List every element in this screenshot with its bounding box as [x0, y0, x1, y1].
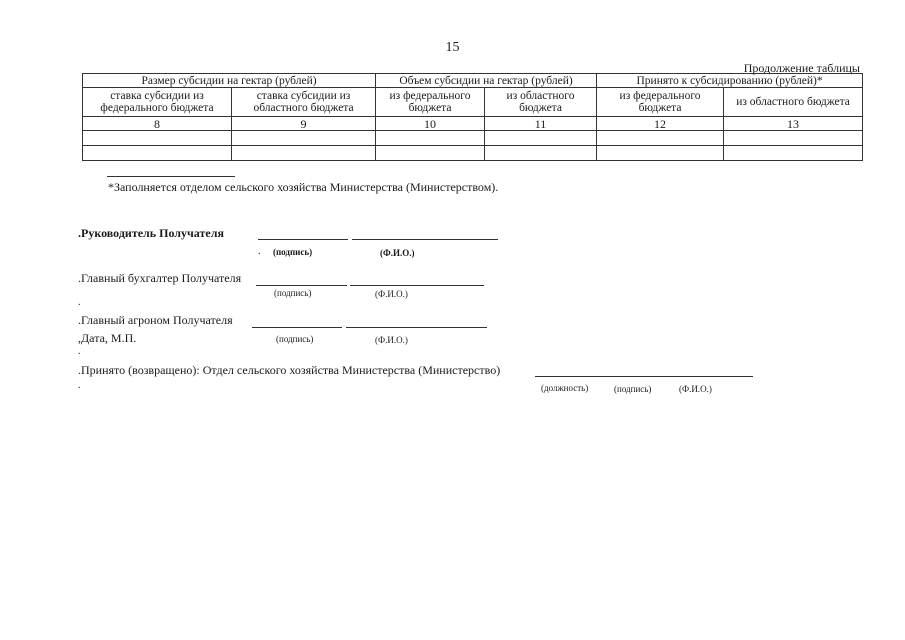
table-cell	[83, 131, 232, 146]
accountant-name-caption: (Ф.И.О.)	[375, 289, 408, 299]
table-cell	[232, 146, 376, 161]
head-name-line	[352, 239, 498, 240]
table-cell	[232, 131, 376, 146]
subheader-cell: ставка субсидии из федерального бюджета	[83, 88, 232, 117]
mark-dot: .	[78, 346, 81, 357]
head-label: .Руководитель Получателя	[78, 226, 224, 240]
subsidy-table	[82, 73, 863, 161]
agronomist-name-caption: (Ф.И.О.)	[375, 335, 408, 345]
group-header-rate: Размер субсидии на гектар (рублей)	[83, 74, 376, 88]
column-number: 11	[485, 117, 597, 131]
subheader-cell: ставка субсидии из областного бюджета	[232, 88, 376, 117]
column-number: 9	[232, 117, 376, 131]
table-cell	[376, 131, 485, 146]
table-cell	[376, 146, 485, 161]
accepted-signature-line	[607, 376, 667, 377]
agronomist-signature-caption: (подпись)	[276, 334, 314, 344]
accountant-label: .Главный бухгалтер Получателя	[78, 271, 242, 285]
footnote: *Заполняется отделом сельского хозяйства Министерства (Министерством).	[108, 180, 499, 194]
mark-dot: .	[78, 297, 81, 308]
agronomist-signature-line	[252, 327, 342, 328]
table-cell	[83, 146, 232, 161]
group-header-accepted: Принято к субсидированию (рублей)*	[597, 74, 863, 88]
column-number: 8	[83, 117, 232, 131]
agronomist-label: .Главный агроном Получателя	[78, 313, 233, 327]
table-cell	[485, 131, 597, 146]
accepted-position-caption: (должность)	[541, 383, 589, 393]
subheader-cell: из областного бюджета	[485, 88, 597, 117]
table-row	[83, 146, 863, 161]
agronomist-name-line	[346, 327, 487, 328]
head-signature-caption: (подпись)	[273, 247, 313, 257]
group-header-volume: Объем субсидии на гектар (рублей)	[376, 74, 597, 88]
table-column-number-row	[83, 117, 863, 131]
accountant-signature-line	[256, 285, 347, 286]
accepted-position-line	[535, 376, 607, 377]
subheader-cell: из федерального бюджета	[597, 88, 724, 117]
head-name-caption: (Ф.И.О.)	[380, 248, 415, 258]
continuation-label: Продолжение таблицы	[743, 61, 860, 75]
head-signature-line	[258, 239, 348, 240]
subheader-cell: из федерального бюджета	[376, 88, 485, 117]
accepted-label: .Принято (возвращено): Отдел сельского хозяйства Министерства (Министерство)	[78, 363, 501, 377]
column-number: 10	[376, 117, 485, 131]
table-cell	[597, 146, 724, 161]
mark-dot: .	[78, 380, 81, 391]
subheader-cell: из областного бюджета	[724, 88, 863, 117]
column-number: 12	[597, 117, 724, 131]
date-stamp-label: ,Дата, М.П.	[78, 331, 137, 345]
accepted-name-caption: (Ф.И.О.)	[679, 384, 712, 394]
accountant-name-line	[350, 285, 484, 286]
accepted-name-line	[667, 376, 753, 377]
footnote-divider	[107, 176, 235, 177]
accepted-signature-caption: (подпись)	[614, 384, 652, 394]
table-cell	[597, 131, 724, 146]
mark-dot: .	[258, 246, 261, 257]
table-cell	[485, 146, 597, 161]
page-number: 15	[445, 40, 460, 55]
table-group-header-row	[83, 74, 863, 88]
table-cell	[724, 146, 863, 161]
table-cell	[724, 131, 863, 146]
table-subheader-row	[83, 88, 863, 117]
table-row	[83, 131, 863, 146]
column-number: 13	[724, 117, 863, 131]
accountant-signature-caption: (подпись)	[274, 288, 312, 298]
